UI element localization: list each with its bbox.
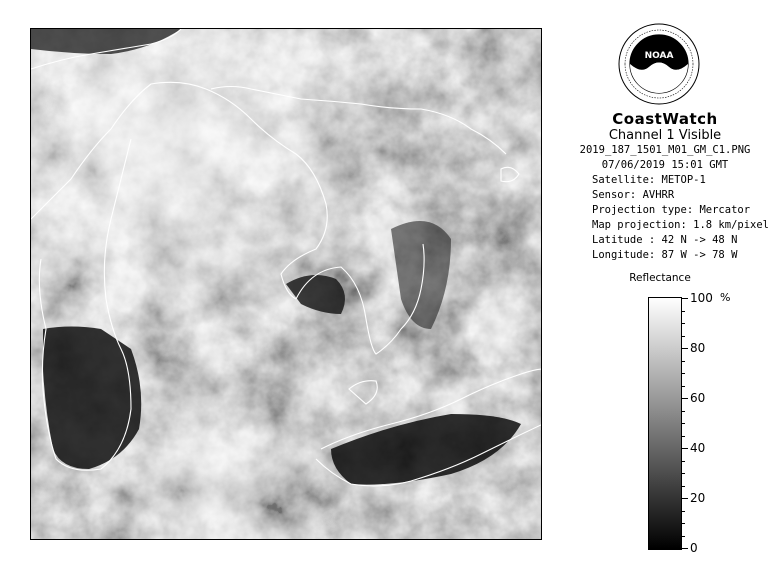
colorbar-minor-tick — [682, 386, 685, 387]
colorbar-minor-tick — [682, 423, 685, 424]
noaa-logo — [617, 22, 701, 106]
colorbar-major-tick — [682, 348, 688, 349]
map-projection: Map projection: 1.8 km/pixel — [592, 219, 770, 231]
colorbar-tick-label: 60 — [690, 391, 706, 405]
colorbar-minor-tick — [682, 436, 685, 437]
colorbar-major-tick — [682, 498, 688, 499]
colorbar-minor-tick — [682, 336, 685, 337]
colorbar-minor-tick — [682, 536, 685, 537]
longitude-range: Longitude: 87 W -> 78 W — [592, 249, 738, 261]
latitude-range: Latitude : 42 N -> 48 N — [592, 234, 738, 246]
colorbar-minor-tick — [682, 323, 685, 324]
colorbar-major-tick — [682, 448, 688, 449]
colorbar-tick-label: 0 — [690, 541, 698, 555]
colorbar-minor-tick — [682, 461, 685, 462]
colorbar-unit: % — [720, 291, 731, 304]
channel-label: Channel 1 Visible — [608, 128, 722, 143]
satellite-info: Satellite: METOP-1 — [592, 174, 706, 186]
colorbar-tick-label: 80 — [690, 341, 706, 355]
colorbar-minor-tick — [682, 311, 685, 312]
projection-type: Projection type: Mercator — [592, 204, 751, 216]
colorbar-major-tick — [682, 298, 688, 299]
datetime: 07/06/2019 15:01 GMT — [601, 159, 729, 171]
colorbar — [648, 297, 682, 550]
colorbar-minor-tick — [682, 411, 685, 412]
satellite-image-svg — [31, 29, 542, 540]
brand-title: CoastWatch — [612, 110, 718, 128]
colorbar-major-tick — [682, 548, 688, 549]
colorbar-minor-tick — [682, 523, 685, 524]
colorbar-tick-label: 100 — [690, 291, 713, 305]
info-panel — [560, 110, 770, 263]
colorbar-minor-tick — [682, 373, 685, 374]
colorbar-tick-label: 20 — [690, 491, 706, 505]
colorbar-title: Reflectance — [629, 272, 691, 284]
colorbar-tick-label: 40 — [690, 441, 706, 455]
sensor-info: Sensor: AVHRR — [592, 189, 675, 201]
colorbar-minor-tick — [682, 361, 685, 362]
filename: 2019_187_1501_M01_GM_C1.PNG — [579, 144, 751, 156]
colorbar-minor-tick — [682, 511, 685, 512]
colorbar-minor-tick — [682, 486, 685, 487]
satellite-image — [30, 28, 542, 540]
colorbar-major-tick — [682, 398, 688, 399]
colorbar-minor-tick — [682, 473, 685, 474]
noaa-logo-text: NOAA — [644, 51, 674, 61]
